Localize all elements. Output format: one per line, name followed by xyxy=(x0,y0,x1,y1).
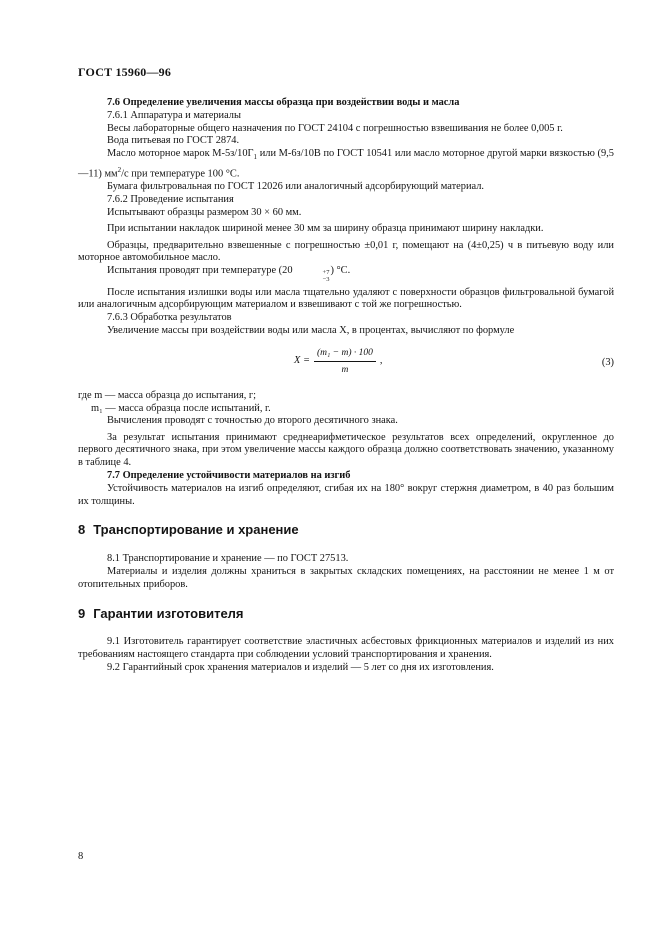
section-7-6-title: 7.6 Определение увеличения массы образца при воздействии воды и масла xyxy=(107,97,460,108)
temp-text-a: Испытания проводят при температуре (20 xyxy=(107,265,293,277)
oil-paragraph xyxy=(78,148,614,181)
clause-7-6-3-heading: 7.6.3 Обработка результатов xyxy=(107,312,232,324)
section-8-title: Транспортирование и хранение xyxy=(93,522,299,538)
formula-number: (3) xyxy=(601,356,614,368)
clause-9-1: 9.1 Изготовитель гарантирует соответствие эластичных асбестовых фрикционных материалов и изделий из них требованиям настоящего стандарта при соблюдении условий транспортирования и хранения. xyxy=(78,636,614,661)
page-content xyxy=(78,97,614,675)
sample-size-paragraph: Испытывают образцы размером 30 × 60 мм. xyxy=(107,206,302,218)
accuracy-paragraph: Вычисления проводят с точностью до второго десятичного знака. xyxy=(107,415,398,427)
result-paragraph: За результат испытания принимают среднеарифметическое результатов всех определений, округленное до первого десятичного знака, при этом увеличение массы каждого образца должно соответствовать значению, указанному в таблице 4. xyxy=(78,431,614,469)
section-9-heading xyxy=(78,605,614,621)
formula-3 xyxy=(294,347,382,377)
filter-paper-paragraph: Бумага фильтровальная по ГОСТ 12026 или аналогичный адсорбирующий материал. xyxy=(107,181,484,193)
oil-superscript: 2 xyxy=(117,166,122,175)
test-temperature-paragraph xyxy=(78,265,614,283)
section-8-heading xyxy=(78,524,614,537)
section-9-title: Гарантии изготовителя xyxy=(93,605,244,621)
clause-9-2: 9.2 Гарантийный срок хранения материалов и изделий — 5 лет со дня их изготовления. xyxy=(107,662,494,674)
bend-paragraph: Устойчивость материалов на изгиб определяют, сгибая их на 180° вокруг стержня диаметром, в 40 раз большим их толщины. xyxy=(78,482,614,507)
temp-text-b: ) °С. xyxy=(330,265,351,277)
oil-text-c: /с при температуре 100 °С. xyxy=(121,168,240,180)
calculation-paragraph: Увеличение массы при воздействии воды или масла X, в процентах, вычисляют по формуле xyxy=(107,325,515,336)
after-test-paragraph: После испытания излишки воды или масла тщательно удаляют с поверхности образцов фильтровальной бумагой или аналогичным адсорбирующим материалом и взвешивают с той же погрешностью. xyxy=(78,286,614,311)
formula-denominator: m xyxy=(341,364,349,375)
section-8-number: 8 xyxy=(78,522,86,538)
where-m1-definition: m₁ — масса образца после испытаний, г. xyxy=(91,402,271,414)
storage-paragraph: Материалы и изделия должны храниться в закрытых складских помещениях, на расстоянии не менее 1 м от отопительных приборов. xyxy=(78,566,614,590)
oil-text-a: Масло моторное марок М-5з/10Г xyxy=(107,148,254,160)
water-paragraph: Вода питьевая по ГОСТ 2874. xyxy=(107,135,240,147)
clause-8-1: 8.1 Транспортирование и хранение — по ГОСТ 27513. xyxy=(107,553,349,565)
temp-tolerance-upper: +7 xyxy=(322,269,330,277)
oil-subscript: 1 xyxy=(253,153,258,162)
where-m-definition: где m — масса образца до испытания, г; xyxy=(78,389,257,401)
standard-header: ГОСТ 15960—96 xyxy=(78,65,172,79)
formula-fraction xyxy=(314,347,376,377)
formula-tail: , xyxy=(379,355,383,367)
section-9-number: 9 xyxy=(78,605,86,621)
page-number: 8 xyxy=(78,851,84,862)
narrow-lining-paragraph: При испытании накладок шириной менее 30 мм за ширину образца принимают ширину накладки. xyxy=(107,223,544,235)
clause-7-6-1-heading: 7.6.1 Аппаратура и материалы xyxy=(107,109,241,121)
section-7-7-title: 7.7 Определение устойчивости материалов на изгиб xyxy=(107,470,351,482)
scales-paragraph: Весы лабораторные общего назначения по ГОСТ 24104 с погрешностью взвешивания не более 0,005 г. xyxy=(107,122,563,134)
oil-text-b: или М-6з/10В по ГОСТ 10541 или масло моторное другой марки вязкостью (9,5—11) мм xyxy=(78,148,614,180)
temp-tolerance-lower: −3 xyxy=(322,275,330,283)
formula-block xyxy=(78,345,614,381)
clause-7-6-2-heading: 7.6.2 Проведение испытания xyxy=(107,194,234,206)
immersion-paragraph: Образцы, предварительно взвешенные с погрешностью ±0,01 г, помещают на (4±0,25) ч в питьевую воду или моторное автомобильное масло. xyxy=(78,239,614,264)
formula-lhs: X = xyxy=(294,355,310,367)
formula-numerator: (m₁ − m) · 100 xyxy=(314,347,376,362)
